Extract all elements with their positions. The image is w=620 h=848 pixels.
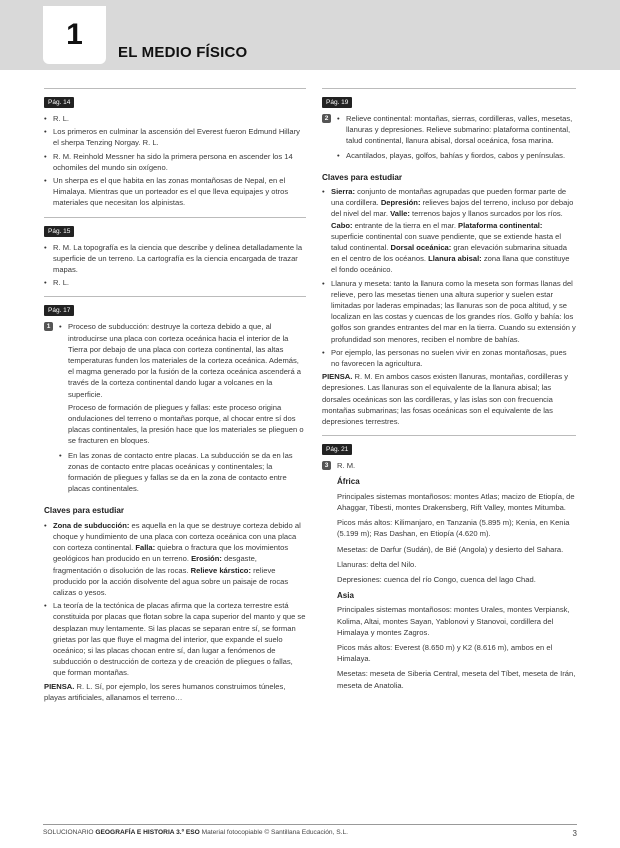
- definition: es aquella en la que se destruye corteza debido al choque y hundimiento de una placa con corteza oceánica con una placa con corteza continental.: [53, 520, 301, 553]
- question-number-badge: 1: [44, 322, 53, 331]
- answer-list: [59, 321, 306, 494]
- section-claves-right: [322, 172, 576, 427]
- list-item: • R. M. La topografía es la ciencia que describe y delinea detalladamente la superficie de un terreno. La cartografía es la ciencia encargada de trazar mapas.: [44, 242, 306, 276]
- footer-subject: GEOGRAFÍA E HISTORIA 3.º ESO: [95, 829, 200, 836]
- page-ref-badge: Pág. 17: [44, 305, 74, 316]
- paragraph: Principales sistemas montañosos: montes Atlas; macizo de Etiopía, de Ahaggar, Tibesti, montes Drakensberg, Rift Valley, montes Mitumba.: [337, 491, 575, 512]
- list-item: • R. L.: [44, 277, 306, 288]
- paragraph: Principales sistemas montañosos: montes Urales, montes Verpiansk, Kolima, Altai, montes Sayan, Yablonovi y Stanovoi, cordillera del Himalaya y montes Zagros.: [337, 605, 570, 637]
- paragraph: Depresiones: cuenca del río Congo, cuenca del lago Chad.: [337, 574, 536, 584]
- definition: conjunto de montañas agrupadas que pueden formar parte de una cordillera.: [331, 187, 567, 208]
- section-pag-21: [322, 435, 576, 694]
- term: Depresión:: [380, 198, 421, 208]
- page-number: 3: [572, 829, 577, 838]
- definition: zona llana que constituye el fondo oceánico.: [331, 254, 570, 275]
- question-number-badge: 2: [322, 114, 331, 123]
- list-item: [322, 186, 576, 276]
- footer: [43, 829, 577, 836]
- list-item: • Llanura y meseta: tanto la llanura como la meseta son formas llanas del relieve, pero las mesetas tienen una altura superior y suelen estar limitadas por laderas empinadas; las llanuras son de poca altitud, y se localizan en las costas y cuencas de los grandes ríos. Golfo y bahía: los golfos son grandes entrantes del mar en la tierra. Cuando su extensión y profundidad son menores, reciben el nombre de bahías.: [322, 278, 576, 345]
- divider: [322, 88, 576, 89]
- answer-list: [322, 186, 576, 369]
- definition: quiebra o fractura que los movimientos geológicos han producido en un terreno.: [53, 543, 289, 564]
- answer-list: [337, 113, 576, 161]
- section-heading: Claves para estudiar: [322, 172, 403, 182]
- paragraph: Mesetas: meseta de Siberia Central, meseta del Tíbet, meseta de Irán, meseta de Anatolia.: [337, 669, 576, 690]
- paragraph: Llanuras: delta del Nilo.: [337, 559, 417, 569]
- paragraph: Picos más altos: Kilimanjaro, en Tanzania (5.895 m); Kenia, en Kenia (5.199 m); Ras Dashan, en Etiopía (4.620 m).: [337, 518, 570, 539]
- definition: desgaste, fragmentación o disolución de las rocas.: [53, 554, 257, 575]
- section-claves-left: [44, 505, 306, 702]
- list-item: • Acantilados, playas, golfos, bahías y fiordos, cabos y penínsulas.: [337, 150, 576, 161]
- paragraph: Picos más altos: Everest (8.650 m) y K2 (8.616 m), ambos en el Himalaya.: [337, 642, 553, 664]
- paragraph: R. M.: [337, 461, 356, 471]
- answer-list: [44, 113, 306, 209]
- list-item: • R. M. Reinhold Messner ha sido la primera persona en ascender los 14 ochomiles del mundo sin oxígeno.: [44, 151, 306, 173]
- left-column: [44, 88, 306, 711]
- list-item: • R. L.: [44, 113, 306, 124]
- definition: superficie continental con suave pendiente, que se extiende hasta el talud continental.: [331, 231, 562, 253]
- list-item: • Los primeros en culminar la ascensión del Everest fueron Edmund Hillary el sherpa Tenzing Norgay. R. L.: [44, 126, 306, 148]
- divider: [44, 217, 306, 218]
- piensa-label: PIENSA.: [44, 681, 75, 691]
- list-item: [44, 520, 306, 598]
- term: Dorsal oceánica:: [390, 243, 452, 253]
- term: Relieve kárstico:: [190, 565, 251, 575]
- divider: [44, 296, 306, 297]
- page-ref-badge: Pág. 15: [44, 226, 74, 237]
- list-item: • Un sherpa es el que habita en las zonas montañosas de Nepal, en el Himalaya. Mientras que un porteador es el que lleva equipajes y otros materiales que necesitan los alpinistas.: [44, 175, 306, 209]
- page-ref-badge: Pág. 19: [322, 97, 352, 108]
- question-1: [44, 321, 306, 497]
- chapter-title: EL MEDIO FÍSICO: [118, 44, 248, 61]
- list-item: • Por ejemplo, las personas no suelen vivir en zonas montañosas, pues no favorecen la agricultura.: [322, 347, 576, 369]
- section-pag-19: [322, 88, 576, 164]
- definition: relieves bajos del terreno, incluso por debajo del nivel del mar.: [331, 198, 574, 219]
- term: Erosión:: [191, 554, 222, 564]
- term: Zona de subducción:: [53, 520, 130, 530]
- list-item: • Relieve continental: montañas, sierras, cordilleras, valles, mesetas, llanuras y depresiones. Relieve submarino: plataforma continental, talud continental, llanura abisal, dorsal oceánica, fosa marina.: [337, 113, 576, 147]
- piensa-paragraph: [322, 371, 576, 427]
- footer-solucionario: SOLUCIONARIO: [43, 829, 94, 836]
- definition: gran elevación submarina situada en el centro de los océanos.: [331, 243, 567, 264]
- question-2: [322, 113, 576, 164]
- section-pag-14: [44, 88, 306, 209]
- chapter-number: 1: [43, 6, 106, 64]
- list-item: • La teoría de la tectónica de placas afirma que la corteza terrestre está constituida por placas que flotan sobre la capa superior del manto y que se desplazan muy lentamente. Si las placas se separan entre sí, se forman grietas por las que fluye el magma del interior, que expande el suelo oceánico; si las placas chocan entre sí, dan lugar a fenómenos de subducción o destrucción de corteza y de creación de pliegues o fallas, que forman montañas.: [44, 600, 306, 678]
- paragraph: Mesetas: de Darfur (Sudán), de Bié (Angola) y desierto del Sahara.: [337, 544, 564, 554]
- footer-divider: [43, 824, 577, 825]
- definition: terrenos bajos y llanos surcados por los ríos.: [409, 209, 563, 219]
- list-item: [59, 321, 306, 446]
- answer-list: [44, 520, 306, 679]
- region-heading-asia: Asia: [337, 591, 354, 601]
- piensa-label: PIENSA.: [322, 372, 353, 382]
- divider: [322, 435, 576, 436]
- page-ref-badge: Pág. 14: [44, 97, 74, 108]
- footer-copyright: Material fotocopiable © Santillana Educación, S.L.: [201, 829, 348, 836]
- section-heading: Claves para estudiar: [44, 506, 125, 516]
- section-pag-15: [44, 217, 306, 289]
- term: Sierra:: [331, 187, 356, 197]
- piensa-text: R. M. En ambos casos existen llanuras, montañas, cordilleras y depresiones. Las llanuras son el equivalente de la llanura abisal; las dorsales oceánicas son las cordilleras, y las islas son con frecuencia montañas submarinas; las fosas oceánicas son el equivalente de las depresiones terrestres.: [322, 372, 569, 427]
- list-item: • En las zonas de contacto entre placas. La subducción se da en las zonas de contacto entre placas oceánicas y continentales; la formación de pliegues y fallas se da en la zona de contacto entre placas continentales.: [59, 450, 306, 495]
- definition: entrante de la tierra en el mar.: [352, 220, 459, 230]
- term: Valle:: [390, 209, 410, 219]
- paragraph: Proceso de formación de pliegues y fallas: este proceso origina ondulaciones del terreno o montañas porque, al chocar entre sí dos placas continentales, la presión hace que los materiales se plieguen o se fracturen en bloques.: [68, 402, 304, 446]
- term: Plataforma continental:: [458, 220, 543, 230]
- divider: [44, 88, 306, 89]
- paragraph: • Proceso de subducción: destruye la corteza debido a que, al introducirse una placa con corteza oceánica hacia el interior de la Tierra por debajo de una placa con corteza continental, las altas temperaturas funden los materiales de la corteza oceánica. Además, el magma generado por la fusión de la corteza oceánica ascenderá a través de la corteza continental dando lugar a volcanes en la superficie.: [68, 322, 302, 399]
- definition: relieve producido por la acción disolvente del agua sobre un paisaje de rocas calizas o yesos.: [53, 565, 289, 597]
- term: Cabo:: [331, 220, 353, 230]
- page-ref-badge: Pág. 21: [322, 444, 352, 455]
- term: Llanura abisal:: [428, 254, 482, 264]
- term: Falla:: [135, 543, 156, 553]
- section-pag-17: [44, 296, 306, 497]
- region-heading-africa: África: [337, 477, 360, 487]
- question-number-badge: 3: [322, 461, 331, 470]
- piensa-paragraph: [44, 681, 306, 703]
- piensa-text: R. L. Sí, por ejemplo, los seres humanos construimos túneles, playas artificiales, allanamos el terreno…: [44, 681, 286, 702]
- answer-list: [44, 242, 306, 289]
- right-column: [322, 88, 576, 703]
- question-3: [322, 460, 576, 694]
